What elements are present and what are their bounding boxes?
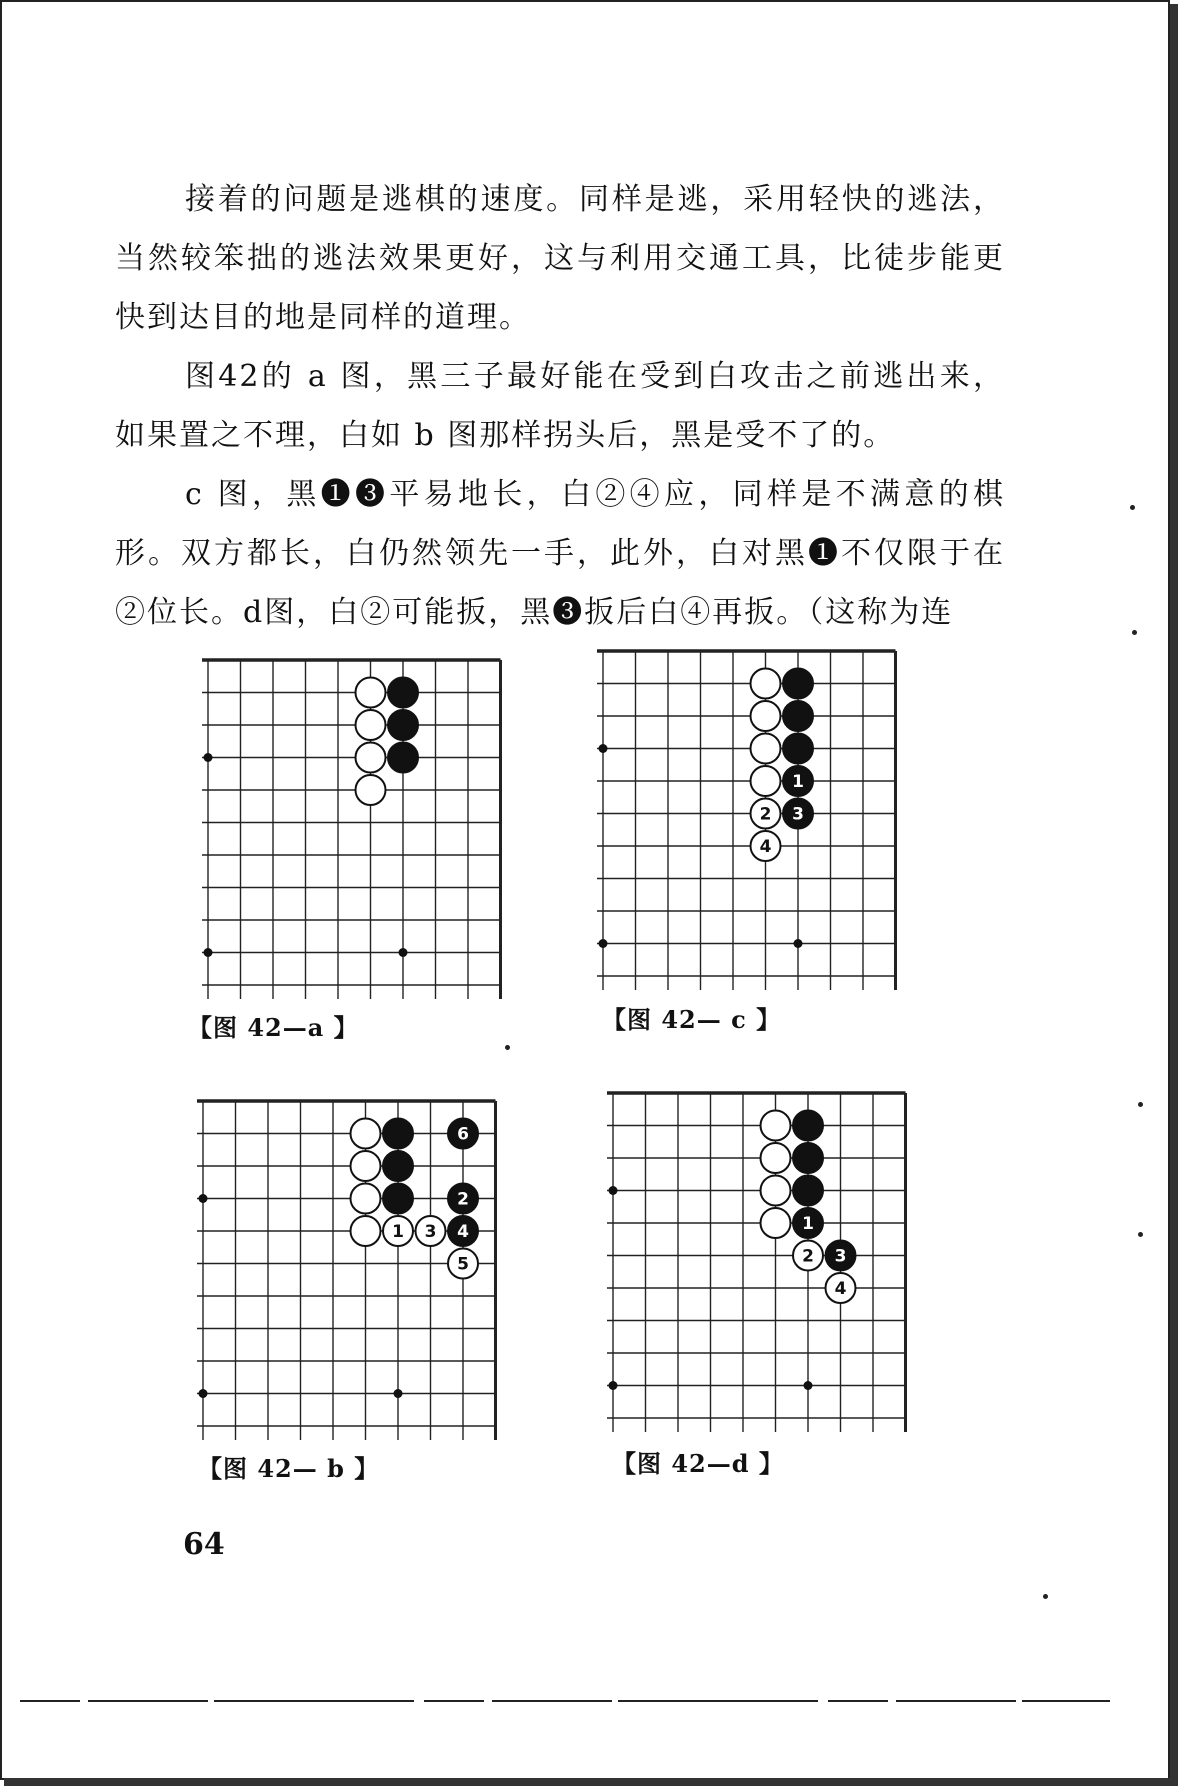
white-stone xyxy=(356,775,386,805)
page-number: 64 xyxy=(183,1527,225,1562)
star-point xyxy=(394,1389,403,1398)
scan-speck xyxy=(1043,1594,1048,1599)
white-stone xyxy=(761,1143,791,1173)
black-stone xyxy=(383,1151,413,1181)
stone-move-number: 4 xyxy=(834,1279,847,1299)
stone-move-number: 4 xyxy=(457,1222,469,1242)
white-stone xyxy=(751,701,781,731)
page-shadow-bottom xyxy=(4,1778,1178,1786)
black-stone xyxy=(783,701,813,731)
black-stone xyxy=(383,1119,413,1149)
white-stone xyxy=(761,1208,791,1238)
white-stone xyxy=(351,1184,381,1214)
white-stone xyxy=(351,1151,381,1181)
black-stone xyxy=(388,743,418,773)
black-stone xyxy=(783,669,813,699)
star-point xyxy=(609,1381,618,1390)
page-shadow-right xyxy=(1170,4,1178,1786)
star-point xyxy=(199,1389,208,1398)
stone-move-number: 2 xyxy=(802,1246,814,1267)
go-diagram-d xyxy=(605,1085,915,1445)
black-stone xyxy=(783,734,813,764)
star-point xyxy=(599,939,608,948)
star-point xyxy=(204,753,213,762)
scan-speck xyxy=(505,1045,510,1050)
white-stone xyxy=(751,766,781,796)
body-text xyxy=(115,170,1005,642)
stone-move-number: 5 xyxy=(457,1254,469,1275)
star-point xyxy=(609,1186,618,1195)
caption-diagram-c: 【图 42— c 】 xyxy=(602,1005,782,1034)
stone-move-number: 3 xyxy=(834,1246,847,1267)
stone-move-number: 1 xyxy=(792,772,804,792)
stone-move-number: 3 xyxy=(792,804,804,825)
star-point xyxy=(204,948,213,957)
scan-speck xyxy=(1138,1102,1143,1107)
star-point xyxy=(794,939,803,948)
white-stone xyxy=(356,678,386,708)
star-point xyxy=(399,948,408,957)
white-stone xyxy=(761,1176,791,1206)
stone-move-number: 1 xyxy=(392,1222,404,1242)
bottom-rule xyxy=(20,1700,1110,1703)
caption-diagram-b: 【图 42— b 】 xyxy=(198,1454,380,1483)
go-diagram-c xyxy=(595,643,905,1003)
scan-speck xyxy=(1138,1232,1143,1237)
black-stone xyxy=(793,1143,823,1173)
white-stone xyxy=(356,743,386,773)
star-point xyxy=(599,744,608,753)
white-stone xyxy=(751,669,781,699)
black-stone xyxy=(793,1111,823,1141)
star-point xyxy=(804,1381,813,1390)
go-diagram-a xyxy=(200,652,510,1012)
caption-diagram-a: 【图 42—a 】 xyxy=(188,1013,359,1042)
white-stone xyxy=(356,710,386,740)
stone-move-number: 3 xyxy=(424,1222,437,1242)
black-stone xyxy=(793,1176,823,1206)
paragraph-1: 接着的问题是逃棋的速度。同样是逃，采用轻快的逃法，当然较笨拙的逃法效果更好，这与利用交通工具，比徒步能更快到达目的地是同样的道理。 xyxy=(115,182,1005,335)
stone-move-number: 1 xyxy=(802,1214,814,1234)
star-point xyxy=(199,1194,208,1203)
paragraph-3: c 图，黑❶❸平易地长，白②④应，同样是不满意的棋形。双方都长，白仍然领先一手，此外，白对黑❶不仅限于在②位长。d图，白②可能扳，黑❸扳后白④再扳。（这称为连 xyxy=(115,477,1005,630)
black-stone xyxy=(383,1184,413,1214)
white-stone xyxy=(761,1111,791,1141)
paragraph-2: 图42的 a 图，黑三子最好能在受到白攻击之前逃出来，如果置之不理，白如 b 图那样拐头后，黑是受不了的。 xyxy=(115,359,1005,453)
go-diagram-b xyxy=(195,1093,505,1453)
scan-speck xyxy=(1132,630,1137,635)
stone-move-number: 4 xyxy=(759,837,772,857)
black-stone xyxy=(388,710,418,740)
scan-speck xyxy=(1130,505,1135,510)
black-stone xyxy=(388,678,418,708)
stone-move-number: 2 xyxy=(759,804,772,825)
stone-move-number: 6 xyxy=(457,1124,469,1145)
white-stone xyxy=(351,1216,381,1246)
white-stone xyxy=(351,1119,381,1149)
white-stone xyxy=(751,734,781,764)
stone-move-number: 2 xyxy=(457,1189,469,1210)
caption-diagram-d: 【图 42—d 】 xyxy=(612,1449,784,1478)
